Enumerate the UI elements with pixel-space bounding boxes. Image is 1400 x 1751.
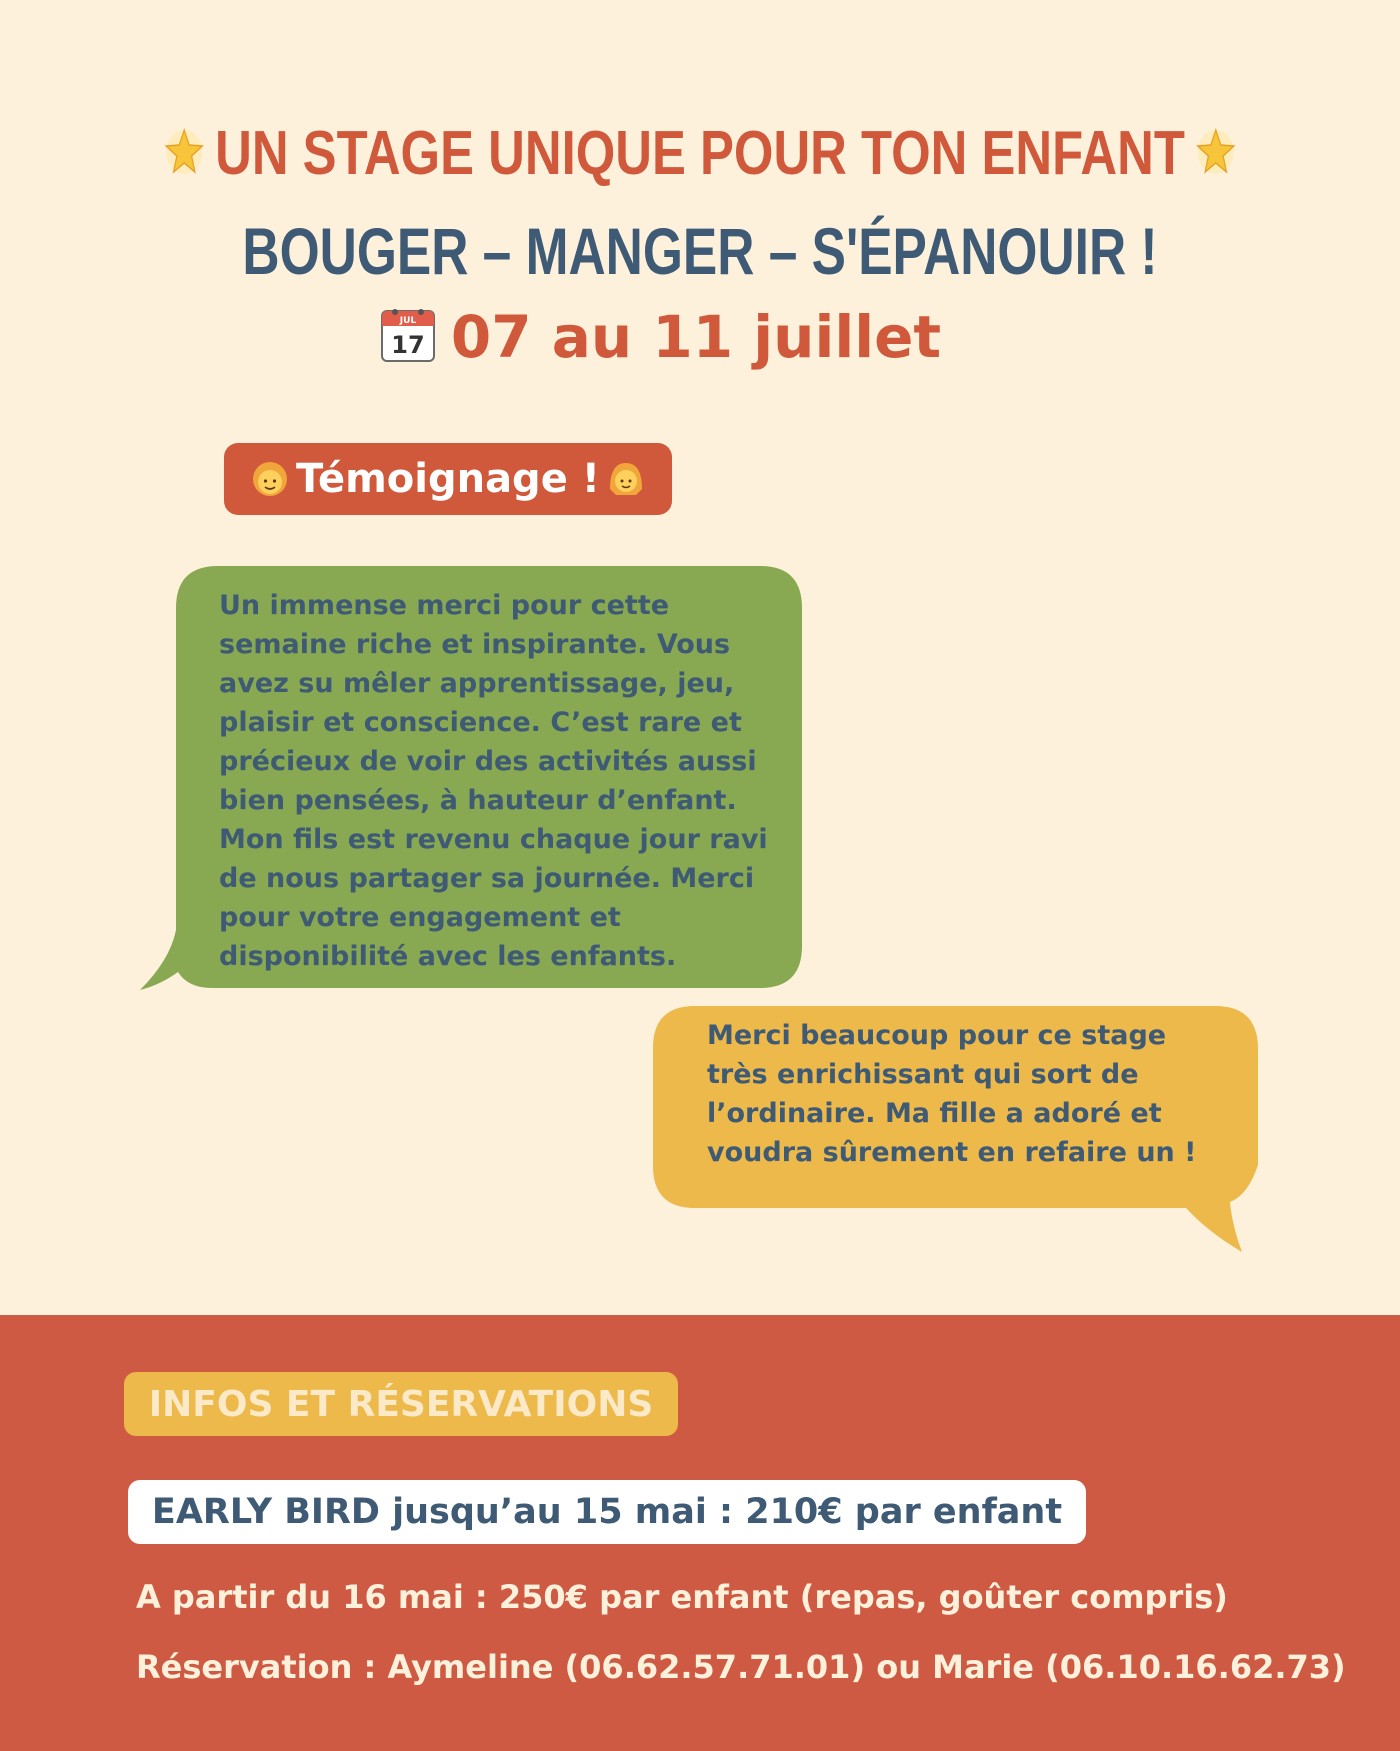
calendar-day: 17 bbox=[391, 330, 425, 359]
reservation-line: Réservation : Aymeline (06.62.57.71.01) ou Marie (06.10.16.62.73) bbox=[136, 1648, 1346, 1686]
testimonial-1-text: Un immense merci pour cette semaine riche et inspirante. Vous avez su mêler apprentissage, jeu, plaisir et conscience. C’est rare et précieux de voir des activités aussi bien pensées, à hauteur d’enfant. Mon fils est revenu chaque jour ravi de nous partager sa journée. Merci pour votre engagement et disponibilité avec les enfants. bbox=[219, 590, 768, 972]
early-bird-banner: EARLY BIRD jusqu’au 15 mai : 210€ par enfant bbox=[128, 1480, 1086, 1544]
infos-reservations-tag: INFOS ET RÉSERVATIONS bbox=[124, 1372, 678, 1436]
calendar-month: JUL bbox=[399, 315, 417, 326]
price-line: A partir du 16 mai : 250€ par enfant (repas, goûter compris) bbox=[136, 1578, 1228, 1616]
main-title: UN STAGE UNIQUE POUR TON ENFANT bbox=[215, 119, 1185, 188]
testimonial-tag-label: Témoignage ! bbox=[295, 456, 600, 502]
testimonial-2-text: Merci beaucoup pour ce stage très enrichissant qui sort de l’ordinaire. Ma fille a adoré et voudra sûrement en refaire un ! bbox=[707, 1020, 1197, 1168]
tagline: BOUGER – MANGER – S'ÉPANOUIR ! bbox=[242, 214, 1158, 288]
dates-text: 07 au 11 juillet bbox=[450, 303, 942, 371]
